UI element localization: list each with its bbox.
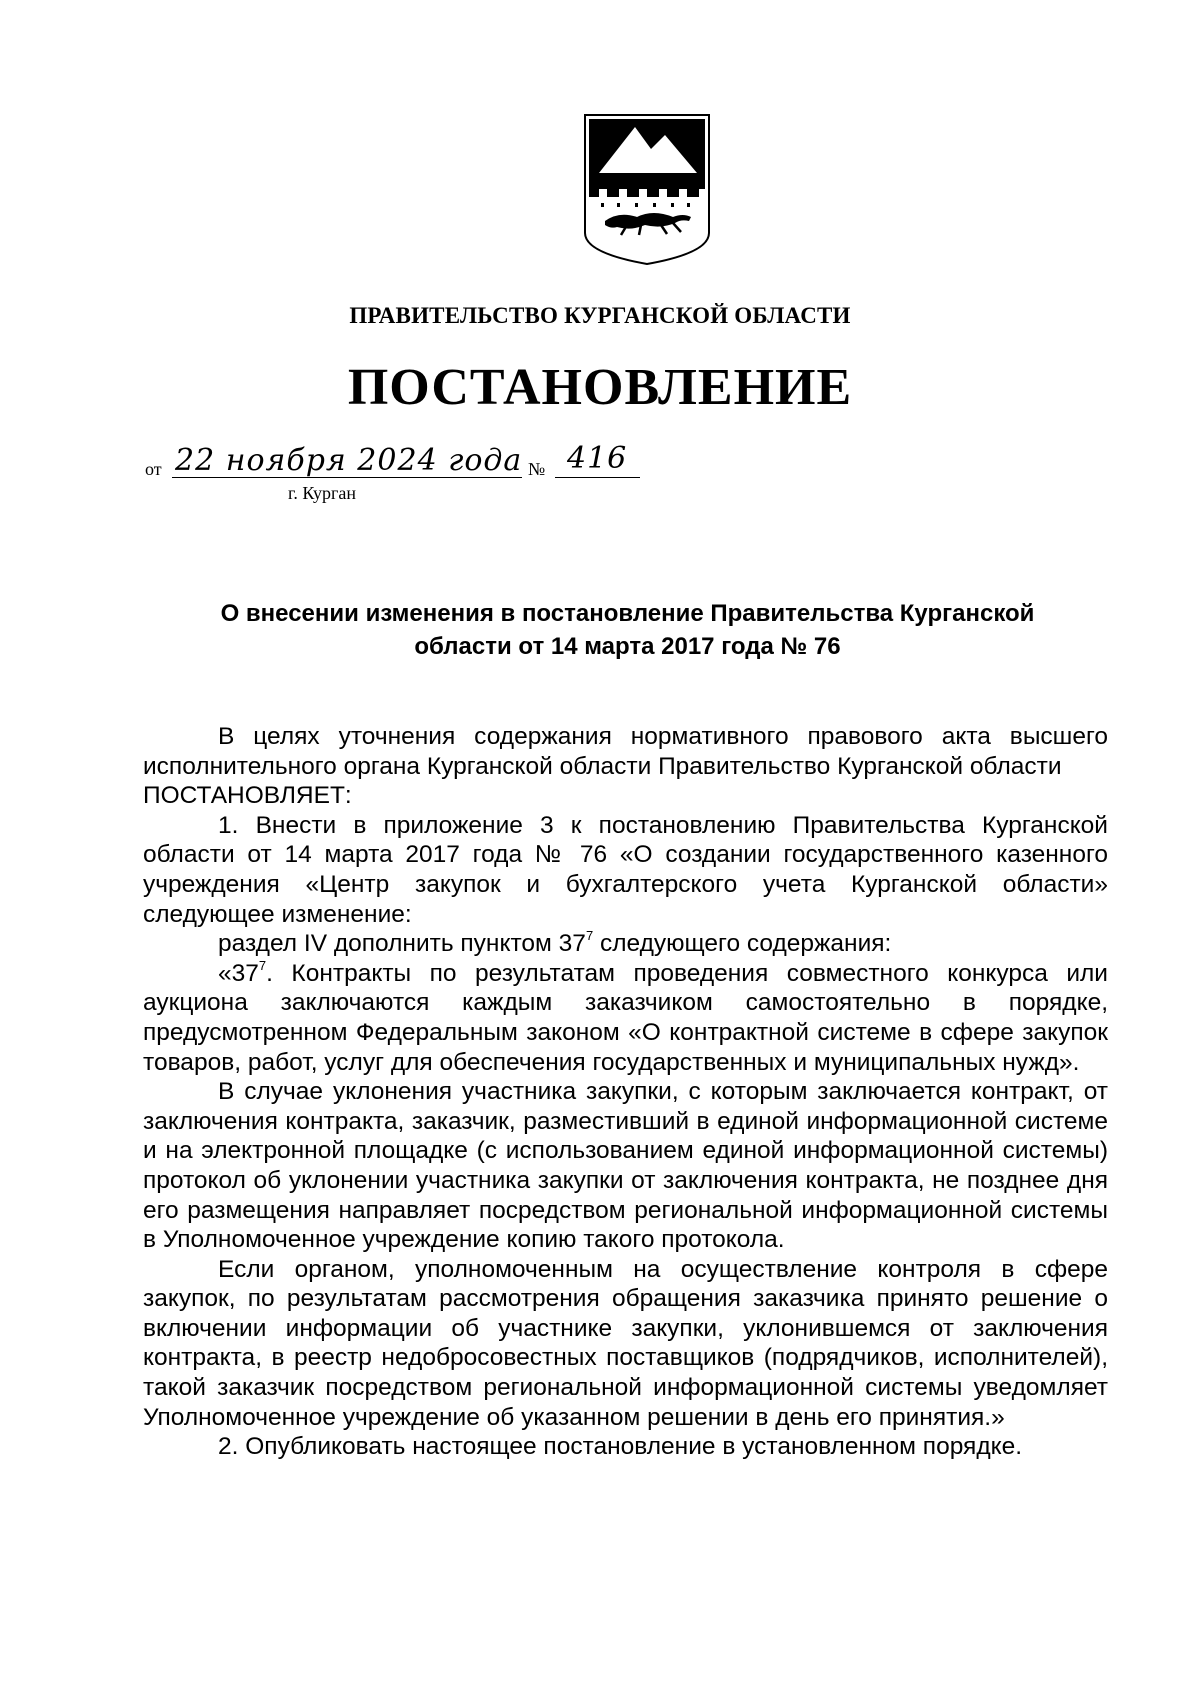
number-label: № — [528, 459, 546, 479]
coat-of-arms-emblem — [583, 113, 711, 266]
paragraph-item-2: 2. Опубликовать настоящее постановление в установленном порядке. — [218, 1433, 1023, 1461]
clause-number: «37 — [218, 959, 259, 987]
number-underline — [555, 477, 640, 478]
paragraph-section-iv — [143, 929, 1108, 959]
preamble-text: В целях уточнения содержания нормативного правового акта высшего исполнительного органа Курганской области Правительство Курганской области — [143, 723, 1108, 780]
section-text-before: раздел IV дополнить пунктом 37 — [218, 930, 586, 958]
handwritten-number: 416 — [567, 441, 628, 476]
date-number-line — [0, 441, 1200, 515]
resolves-word: ПОСТАНОВЛЯЕТ: — [143, 782, 352, 810]
section-superscript: 7 — [585, 928, 594, 943]
paragraph-preamble — [143, 722, 1108, 811]
handwritten-date: 22 ноября 2024 года — [175, 443, 523, 478]
document-body — [143, 722, 1108, 1462]
paragraph-evasion: В случае уклонения участника закупки, с которым заключается контракт, от заключения контракта, заказчик, разместивший в единой информационной системе и на электронной площадке (с использованием единой информационной системы) протокол об уклонении участника закупки от заключения контракта, не позднее дня его размещения направляет посредством региональной информационной системы в Уполномоченное учреждение копию такого протокола. — [143, 1078, 1108, 1254]
government-name: ПРАВИТЕЛЬСТВО КУРГАНСКОЙ ОБЛАСТИ — [349, 303, 851, 328]
section-text-after: следующего содержания: — [593, 930, 892, 958]
from-label: от — [145, 459, 162, 479]
heading-line-2: области от 14 марта 2017 года № 76 — [414, 633, 841, 660]
city-label: г. Курган — [288, 483, 357, 503]
document-type-title: ПОСТАНОВЛЕНИЕ — [347, 359, 853, 416]
paragraph-item-1: 1. Внести в приложение 3 к постановлению Правительства Курганской области от 14 марта 2017 года № 76 «О создании государственного казенного учреждения «Центр закупок и бухгалтерского учета Курганской области» следующее изменение: — [143, 811, 1108, 928]
clause-superscript: 7 — [258, 957, 267, 973]
clause-text: . Контракты по результатам проведения совместного конкурса или аукциона заключаются каждым заказчиком самостоятельно в порядке, предусмотренном Федеральным законом «О контрактной системе в сфере закупок товаров, работ, услуг для обеспечения государственных и муниципальных нужд». — [143, 959, 1108, 1076]
heading-line-1: О внесении изменения в постановление Правительства Курганской — [220, 600, 1035, 627]
paragraph-clause-37-7 — [143, 959, 1108, 1077]
document-heading — [150, 597, 1105, 663]
paragraph-control-body: Если органом, уполномоченным на осуществление контроля в сфере закупок, по результатам рассмотрения обращения заказчика принято решение о включении информации об участнике закупки, уклонившемся от заключения контракта, в реестр недобросовестных поставщиков (подрядчиков, исполнителей), такой заказчик посредством региональной информационной системы уведомляет Уполномоченное учреждение об указанном решении в день его принятия.» — [143, 1255, 1108, 1431]
date-underline — [172, 477, 522, 478]
